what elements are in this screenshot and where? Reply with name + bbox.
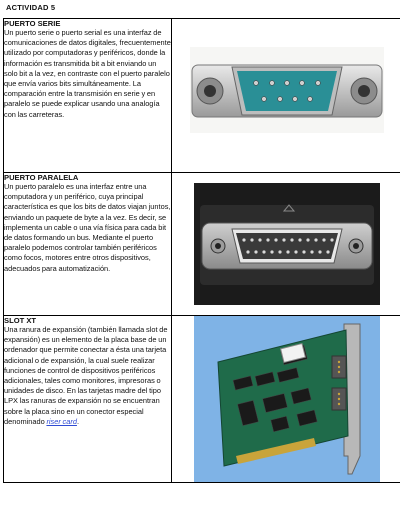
content-table xyxy=(3,18,400,483)
slot-description-text: Una ranura de expansión (también llamada slot de expansión) es un elemento de la placa base de un ordenador que permite conectar a ésta una tarjeta adicional o de expansión, la cual suele realizar funciones de control de dispositivos periféricos adicionales, tales como monitores, impresoras o unidades de disco. En las tarjetas madre del tipo LPX las ranuras de expansión no se encuentran sobre la placa sino en un conector especial denominado xyxy=(4,325,168,426)
serial-heading: PUERTO SERIE xyxy=(4,19,61,28)
slot-text-cell xyxy=(4,316,172,483)
serial-description: Un puerto serie o puerto serial es una interfaz de comunicaciones de datos digitales, frecuentemente utilizado por computadoras y periféricos, donde la información es transmitida bit a bit enviando un solo bit a la vez, en contraste con el puerto paralelo que envía varios bits simultáneamente. La comparación entre la transmisión en serie y en paralelo se puede explicar usando una analogía con las carreteras. xyxy=(4,28,171,119)
parallel-port-photo xyxy=(194,183,380,305)
slot-image-cell xyxy=(172,316,400,483)
parallel-description: Un puerto paralelo es una interfaz entre una computadora y un periférico, cuya principal característica es que los bits de datos viajan juntos, enviando un paquete de byte a la vez. Es decir, se implementa un cable o una vía física para cada bit de datos formando un bus. Mediante el puerto paralelo podemos controlar también periféricos como focos, motores entre otros dispositivos, adecuados para automatización. xyxy=(4,182,171,273)
serial-image-cell xyxy=(172,19,400,173)
riser-card-link[interactable]: riser card xyxy=(46,416,77,426)
parallel-heading: PUERTO PARALELA xyxy=(4,173,79,182)
serial-port-photo xyxy=(190,47,384,133)
slot-description xyxy=(4,325,171,427)
expansion-card-photo xyxy=(194,316,380,482)
slot-heading: SLOT XT xyxy=(4,316,37,325)
parallel-text-cell xyxy=(4,173,172,316)
teal-insulator xyxy=(237,71,337,111)
slot-description-end: . xyxy=(76,416,80,426)
page-title: ACTIVIDAD 5 xyxy=(6,3,56,12)
table-row xyxy=(4,173,400,316)
table-row xyxy=(4,19,400,173)
serial-text-cell xyxy=(4,19,172,173)
parallel-image-cell xyxy=(172,173,400,316)
table-row xyxy=(4,316,400,483)
